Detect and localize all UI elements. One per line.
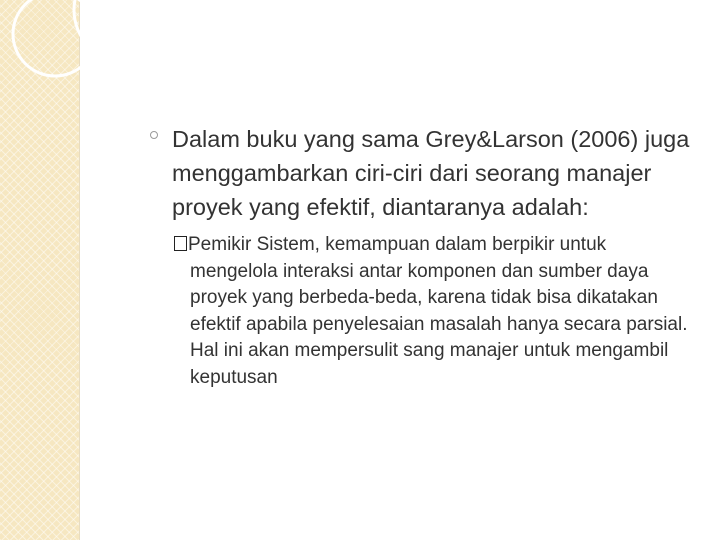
bullet-text: Dalam buku yang sama Grey&Larson (2006) juga menggambarkan ciri-ciri dari seorang manajer proyek yang efektif, diantaranya adalah:	[172, 126, 690, 220]
sub-bullet-text: Pemikir Sistem, kemampuan dalam berpikir untuk mengelola interaksi antar komponen dan sumber daya proyek yang berbeda-beda, karena tidak bisa dikatakan efektif apabila penyelesaian masalah hanya secara parsial. Hal ini akan mempersulit sang manajer untuk mengambil keputusan	[188, 234, 688, 388]
decorative-circle-medium	[13, 0, 97, 76]
bullet-item	[150, 122, 695, 224]
ring-bullet-icon	[150, 131, 158, 139]
sub-bullet-item	[174, 232, 695, 391]
missing-glyph-icon	[174, 236, 187, 251]
slide-content	[150, 122, 695, 391]
sub-bullet-paragraph	[174, 232, 695, 391]
